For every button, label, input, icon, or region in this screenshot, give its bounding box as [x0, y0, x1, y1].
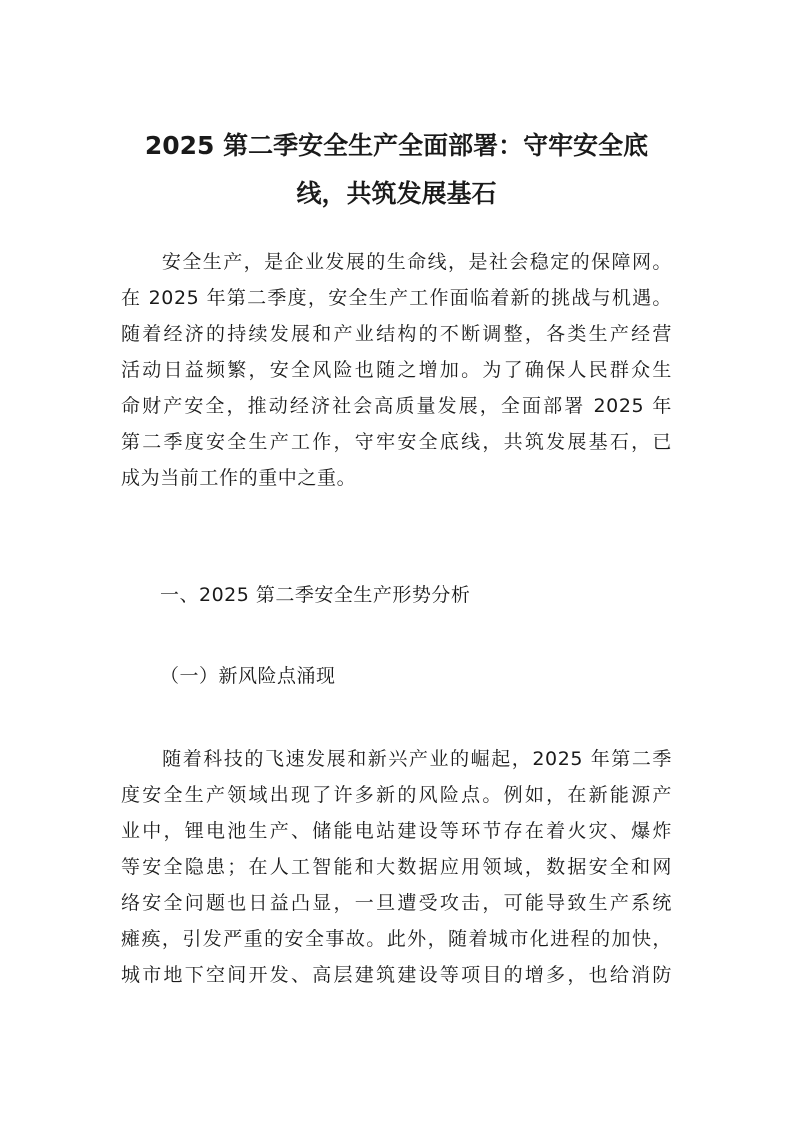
intro-line-2: 在 2025 年第二季度，安全生产工作面临着新的挑战与机遇。: [121, 287, 672, 309]
title-line-2: 线，共筑发展基石: [296, 179, 497, 208]
body-line-1: 随着科技的飞速发展和新兴产业的崛起，2025 年第二季: [121, 748, 672, 770]
section-heading: 一、2025 第二季安全生产形势分析: [160, 584, 471, 606]
intro-paragraph: [121, 244, 672, 496]
body-line-7: 城市地下空间开发、高层建筑建设等项目的增多，也给消防: [121, 964, 672, 986]
document-title: [100, 122, 693, 218]
intro-line-5: 命财产安全，推动经济社会高质量发展，全面部署 2025 年: [121, 395, 672, 417]
intro-line-1: 安全生产，是企业发展的生命线，是社会稳定的保障网。: [121, 251, 672, 273]
intro-line-6: 第二季度安全生产工作，守牢安全底线，共筑发展基石，已: [121, 431, 672, 453]
body-line-4: 等安全隐患；在人工智能和大数据应用领域，数据安全和网: [121, 856, 672, 878]
intro-line-4: 活动日益频繁，安全风险也随之增加。为了确保人民群众生: [121, 359, 672, 381]
intro-line-7: 成为当前工作的重中之重。: [121, 467, 357, 489]
body-line-6: 瘫痪，引发严重的安全事故。此外，随着城市化进程的加快，: [121, 928, 672, 950]
body-line-3: 业中，锂电池生产、储能电站建设等环节存在着火灾、爆炸: [121, 820, 672, 842]
intro-line-3: 随着经济的持续发展和产业结构的不断调整，各类生产经营: [121, 323, 672, 345]
title-line-1: 2025 第二季安全生产全面部署：守牢安全底: [144, 131, 649, 160]
body-paragraph: [121, 741, 672, 993]
body-line-5: 络安全问题也日益凸显，一旦遭受攻击，可能导致生产系统: [121, 892, 672, 914]
subsection-heading: （一）新风险点涌现: [160, 665, 336, 687]
body-line-2: 度安全生产领域出现了许多新的风险点。例如，在新能源产: [121, 784, 672, 806]
